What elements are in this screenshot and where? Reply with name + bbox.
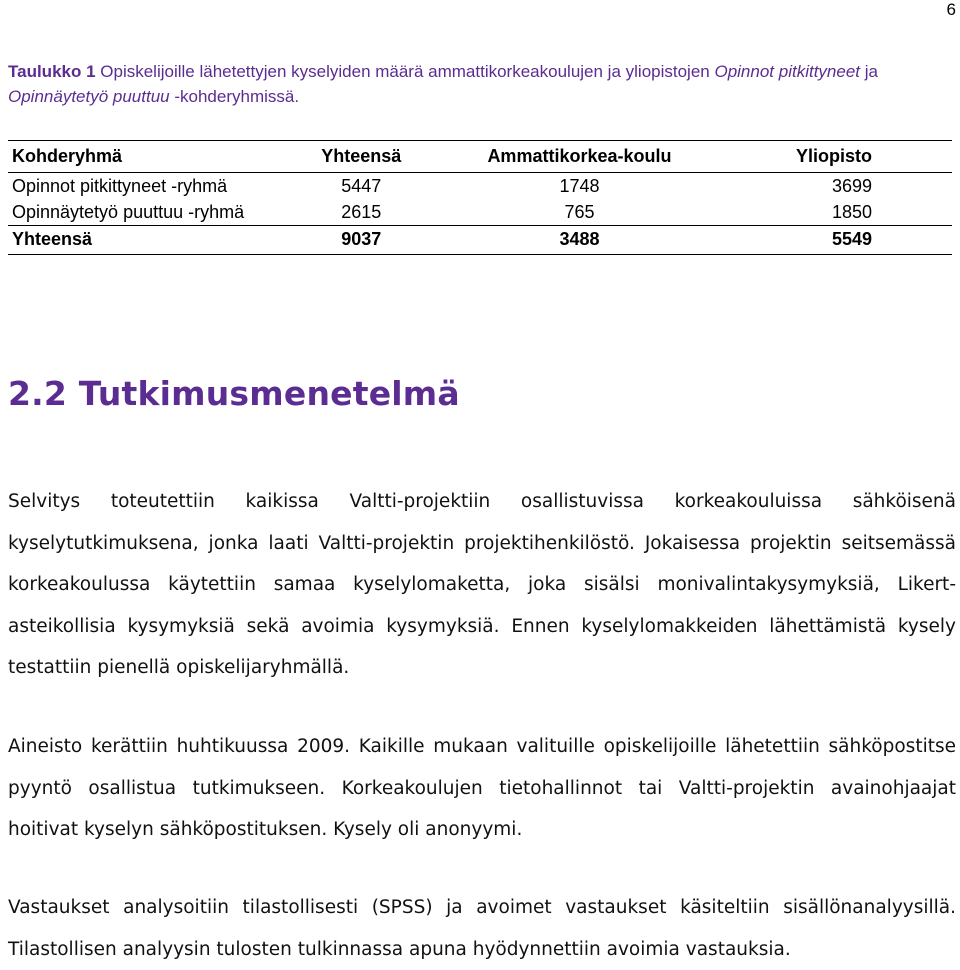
table-row: [8, 199, 952, 226]
table-cell: Opinnot pitkittyneet -ryhmä: [12, 176, 228, 196]
table-cell: 1850: [831, 202, 872, 222]
table-cell: 5447: [341, 176, 382, 196]
header-kohderyhma: Kohderyhmä: [12, 146, 123, 166]
table-cell: 5549: [831, 229, 872, 249]
table-caption-text-before: Opiskelijoille lähetettyjen kyselyiden määrä ammattikorkeakoulujen ja yliopistojen: [95, 62, 715, 81]
header-yhteensa: Yhteensä: [321, 146, 402, 166]
table-cell: 9037: [341, 229, 382, 249]
page-number: 6: [946, 0, 956, 19]
header-ammattikorkeakoulu: [464, 141, 695, 173]
table-cell: 1748: [559, 176, 600, 196]
table-cell: 3699: [831, 176, 872, 196]
table-cell: 3488: [559, 229, 600, 249]
table-caption-group-1: Opinnot pitkittyneet: [714, 62, 860, 81]
table-cell: Opinnäytetyö puuttuu -ryhmä: [12, 202, 245, 222]
section-heading: 2.2 Tutkimusmenetelmä: [8, 374, 460, 413]
body-paragraph: Aineisto kerättiin huhtikuussa 2009. Kaikille mukaan valituille opiskelijoille lähetettiin sähköpostitse pyyntö osallistua tutkimukseen. Korkeakoulujen tietohallinnot tai Valtti-projektin avainohjaajat hoitivat kyselyn sähköpostituksen. Kysely oli anonyymi.: [8, 736, 956, 840]
table-caption-text-middle: ja: [860, 62, 878, 81]
table-row: [8, 173, 952, 200]
table-cell: 2615: [341, 202, 382, 222]
body-paragraph: Vastaukset analysoitiin tilastollisesti (SPSS) ja avoimet vastaukset käsiteltiin sisällönanalyysillä. Tilastollisen analyysin tulosten tulkinnassa apuna hyödynnettiin avoimia vastauksia.: [8, 897, 956, 960]
table-caption-text-after: -kohderyhmissä.: [169, 87, 300, 106]
table-header-row: [8, 141, 952, 173]
table-cell: 765: [564, 202, 595, 222]
header-ammattikorkeakoulu-label: Ammattikorkea-koulu: [487, 146, 672, 166]
header-yliopisto: Yliopisto: [796, 146, 872, 166]
table-cell: Yhteensä: [12, 229, 93, 249]
table-caption-label: Taulukko 1: [8, 62, 96, 81]
survey-count-table: [8, 140, 952, 255]
body-paragraph: Selvitys toteutettiin kaikissa Valtti-projektiin osallistuvissa korkeakouluissa sähköisenä kyselytutkimuksena, jonka laati Valtti-projektin projektihenkilöstö. Jokaisessa projektin seitsemässä korkeakoulussa käytettiin samaa kyselylomaketta, joka sisälsi monivalintakysymyksiä, Likert-asteikollisia kysymyksiä sekä avoimia kysymyksiä. Ennen kyselylomakkeiden lähettämistä kysely testattiin pienellä opiskelijaryhmällä.: [8, 491, 956, 678]
table-total-row: [8, 226, 952, 255]
table-caption-group-2: Opinnäytetyö puuttuu: [8, 87, 170, 106]
table-caption: [8, 59, 956, 109]
